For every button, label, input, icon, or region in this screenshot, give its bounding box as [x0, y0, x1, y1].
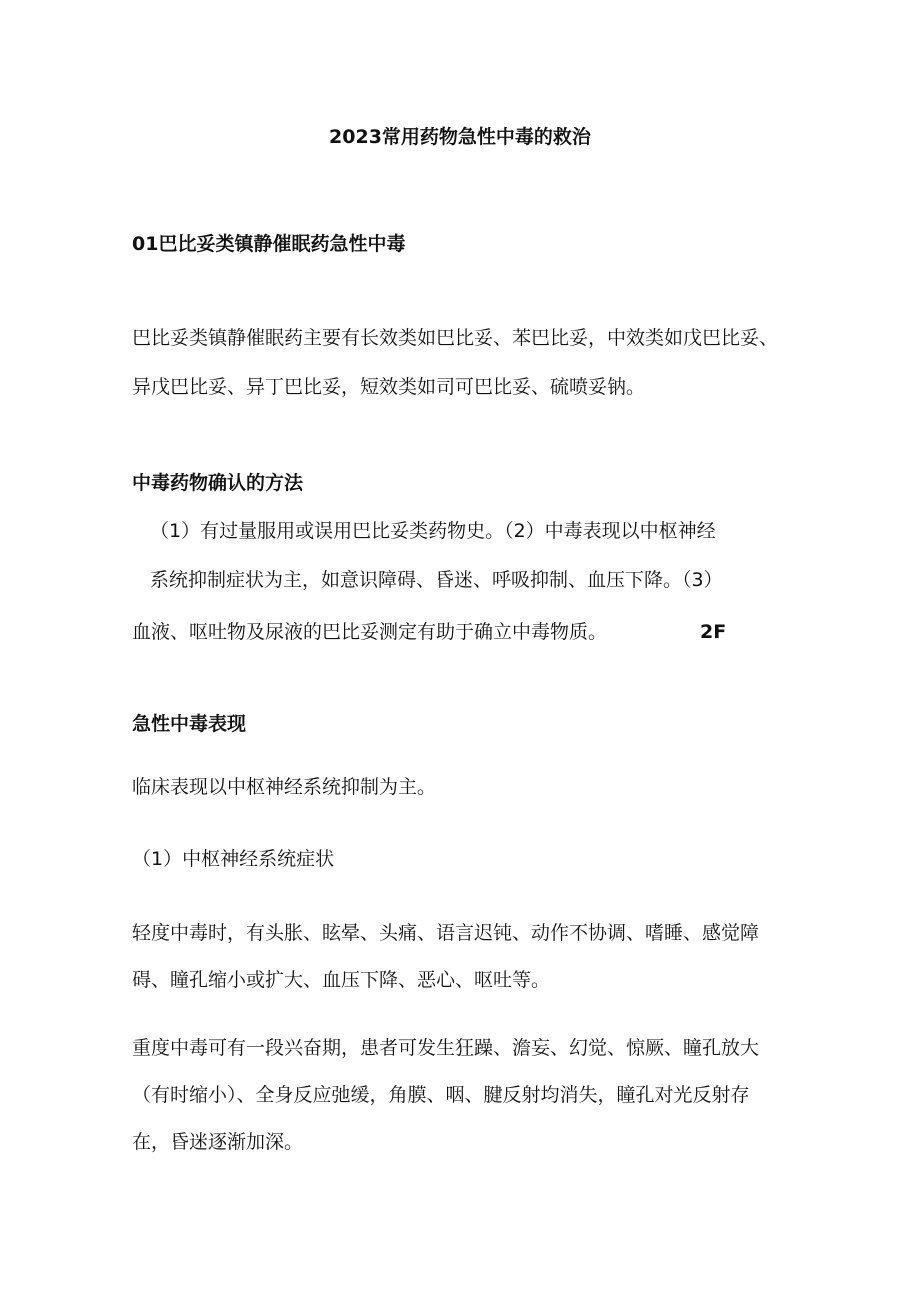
- subheading-cns: （1）中枢神经系统症状: [132, 848, 335, 870]
- section-heading-identification: 中毒药物确认的方法: [132, 472, 304, 494]
- paragraph-line: 异戊巴比妥、异丁巴比妥，短效类如司可巴比妥、硫喷妥钠。: [132, 376, 646, 398]
- paragraph-line: 碍、瞳孔缩小或扩大、血压下降、恶心、呕吐等。: [132, 969, 551, 991]
- paragraph-line: 临床表现以中枢神经系统抑制为主。: [132, 776, 437, 798]
- paragraph-line: 轻度中毒时，有头胀、眩晕、头痛、语言迟钝、动作不协调、嗜睡、感觉障: [132, 922, 760, 944]
- paragraph-line: 系统抑制症状为主，如意识障碍、昏迷、呼吸抑制、血压下降。（3）: [150, 569, 723, 591]
- page-marker: 2F: [700, 621, 727, 643]
- section-heading-symptoms: 急性中毒表现: [132, 713, 247, 735]
- section-heading-barbiturate: 01巴比妥类镇静催眠药急性中毒: [132, 233, 406, 255]
- paragraph-line: 重度中毒可有一段兴奋期，患者可发生狂躁、澹妄、幻觉、惊厥、瞳孔放大: [132, 1037, 760, 1059]
- paragraph-line: 在，昏迷逐渐加深。: [132, 1131, 304, 1153]
- page-title: 2023常用药物急性中毒的救治: [329, 126, 591, 148]
- paragraph-line: 血液、呕吐物及尿液的巴比妥测定有助于确立中毒物质。: [132, 621, 608, 643]
- paragraph-line: （有时缩小）、全身反应弛缓，角膜、咽、腱反射均消失，瞳孔对光反射存: [132, 1084, 750, 1106]
- paragraph-line: （1）有过量服用或误用巴比妥类药物史。（2）中毒表现以中枢神经: [150, 520, 716, 542]
- paragraph-line: 巴比妥类镇静催眠药主要有长效类如巴比妥、苯巴比妥，中效类如戊巴比妥、: [132, 327, 779, 349]
